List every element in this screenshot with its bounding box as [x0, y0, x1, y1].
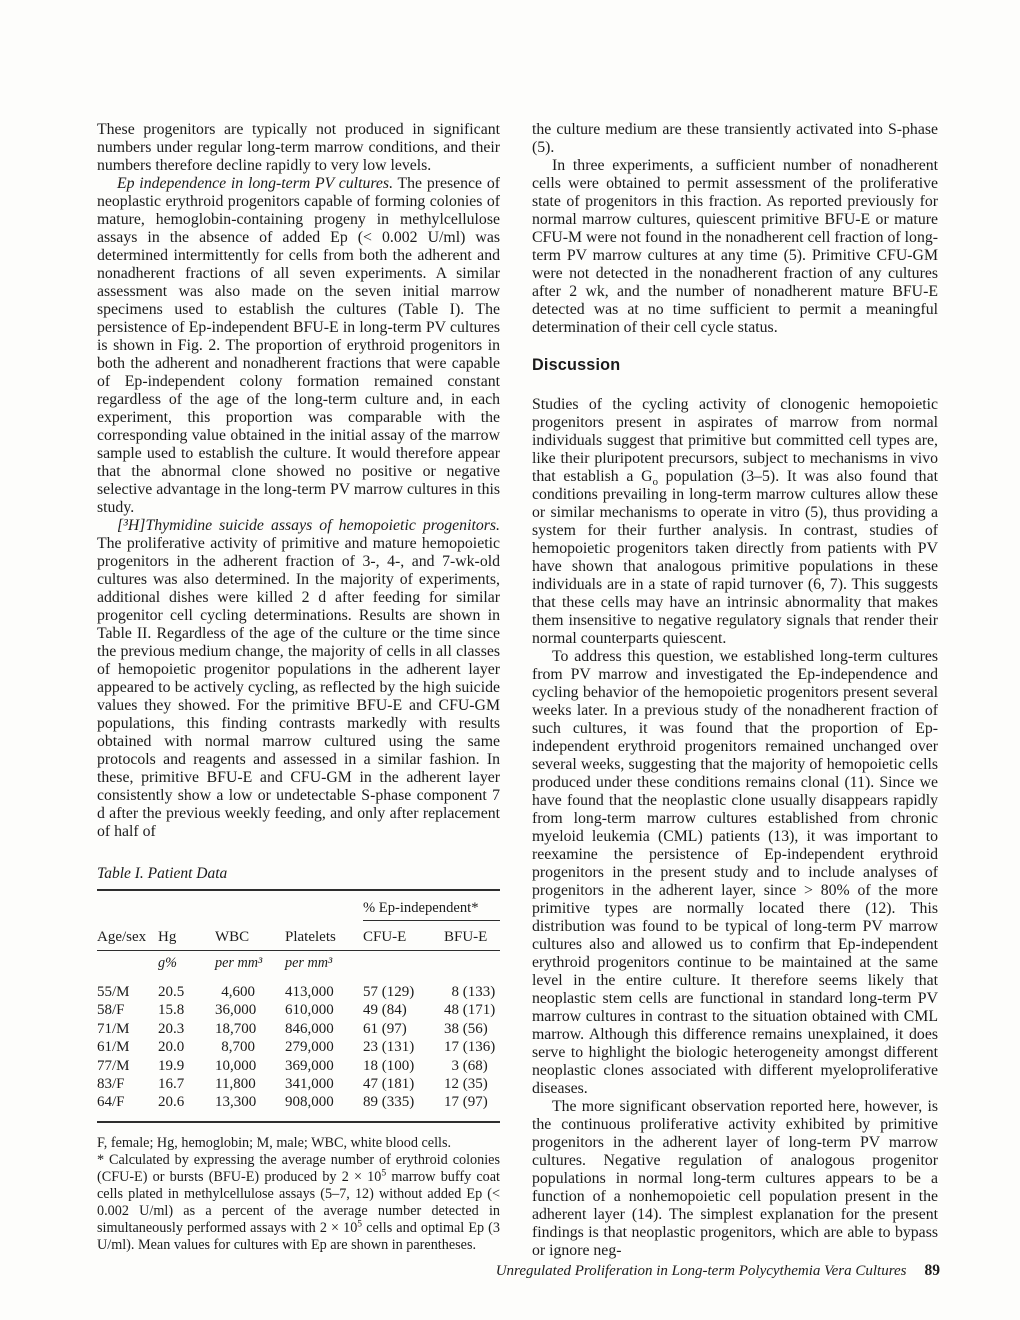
table-cell: 341,000	[285, 1075, 334, 1092]
table-header-row	[97, 921, 500, 951]
table-rules	[97, 889, 500, 1123]
text-run: To address this question, we established long-term cultures from PV marrow and investigated the Ep-independence and cycling behavior of the hemopoietic progenitors present several weeks later. In a previous study of the nonadherent fraction of such cultures, it was found that the proportion of Ep-independent erythroid progenitors remained unchanged over several weeks, suggesting that the majority of hemopoietic cells produced under these conditions remains clonal (11). Since we have found that the neoplastic clone usually disappears rapidly from long-term marrow cultures established from chronic myeloid leukemia (CML) patients (13), it was important to reexamine the persistence of Ep-independent erythroid progenitors in the present study and to include analyses of progenitors in the adherent layer, since > 80% of the more primitive types are normally located there (12). This distribution was found to be typical of long-term PV marrow cultures also and allowed us to confirm that Ep-independent erythroid progenitors continue to be maintained at the same level in the entire culture. It therefore seems likely that neoplastic stem cells are functional in standard long-term PV marrow cultures in contrast to the situation obtained with CML marrow. Although this difference remains unexplained, it does serve to highlight the biologic heterogeneity amongst different neoplastic clones associated with different myeloproliferative diseases.	[532, 648, 938, 1097]
right-column	[532, 121, 938, 1260]
table-cell: 8,700	[221, 1039, 255, 1056]
table-cell: 17 (97)	[444, 1094, 488, 1111]
table-cell: 61 (97)	[363, 1020, 407, 1037]
running-title: Unregulated Proliferation in Long-term Polycythemia Vera Cultures	[495, 1263, 907, 1279]
table-cell: 19.9	[158, 1057, 185, 1074]
paragraph	[97, 1152, 500, 1254]
column-header: Platelets	[285, 921, 363, 951]
right-column-text-bottom	[532, 396, 938, 1260]
unit-cell	[97, 951, 158, 973]
text-run: the culture medium are these transiently activated into S-phase (5).	[532, 121, 938, 156]
unit-cell: g%	[158, 955, 177, 971]
table-cell: 20.5	[158, 984, 185, 1000]
unit-cell	[363, 951, 444, 973]
text-run: Studies of the cycling activity of clonogenic hemopoietic progenitors present in aspirates of marrow from normal individuals suggest that primitive but committed cell types are, like their pluripotent precursors, subject to mechanisms in vivo that establish a G	[532, 396, 938, 485]
table-cell: 48 (171)	[444, 1002, 496, 1019]
text-run: cells and optimal Ep (3 U/ml). Mean values for cultures with Ep are shown in parentheses.	[97, 1220, 500, 1254]
page-number: 89	[924, 1262, 940, 1279]
table-title: Table I. Patient Data	[97, 865, 228, 882]
table-cell: 12 (35)	[444, 1075, 488, 1092]
table-cell: 71/M	[97, 1020, 130, 1037]
text-run: o	[652, 476, 658, 489]
table-cell: 279,000	[285, 1039, 334, 1056]
table-spanner-label: % Ep-independent*	[363, 891, 500, 921]
table-spanner-row	[97, 891, 500, 921]
column-header: BFU-E	[444, 921, 500, 951]
column-header: Age/sex	[97, 921, 158, 951]
paragraph	[532, 1098, 938, 1260]
table-cell: 20.6	[158, 1094, 185, 1111]
table-cell: 4,600	[221, 984, 255, 1000]
table-cell: 13,300	[215, 1094, 257, 1111]
table-cell: 17 (136)	[444, 1039, 496, 1056]
table-units-row	[97, 951, 500, 973]
table-cell: 64/F	[97, 1094, 125, 1111]
table-cell: 36,000	[215, 1002, 257, 1019]
table-cell: 20.0	[158, 1039, 185, 1056]
column-header: Hg	[158, 921, 215, 951]
table-row	[97, 1020, 500, 1038]
table-row	[97, 1075, 500, 1093]
table-cell: 23 (131)	[363, 1039, 415, 1056]
table-cell: 47 (181)	[363, 1075, 415, 1092]
table-cell: 15.8	[158, 1002, 185, 1019]
table-cell: 38 (56)	[444, 1020, 488, 1037]
column-header: CFU-E	[363, 921, 444, 951]
page-footer	[260, 1262, 940, 1280]
text-run: [³H]Thymidine suicide assays of hemopoietic progenitors.	[117, 517, 500, 534]
text-run: * Calculated by expressing the average number of erythroid colonies (CFU-E) or bursts (BFU-E) produced by 2 × 10	[97, 1152, 500, 1186]
text-run: The proliferative activity of primitive and mature hemopoietic progenitors in the adherent fraction of 3-, 4-, and 7-wk-old cultures was also determined. In the majority of experiments, additional dishes were killed 2 d after feeding for similar progenitor cell cycling determinations. Results are shown in Table II. Regardless of the age of the culture or the time since the previous medium change, the majority of cells in all classes of hemopoietic progenitor populations in the adherent layer appeared to be actively cycling, as reflected by the high suicide values they showed. For the primitive BFU-E and CFU-GM populations, this finding contrasts markedly with results obtained with normal marrow cultured using the same protocols and reagents and assessed in a similar fashion. In these, primitive BFU-E and CFU-GM in the adherent layer consistently show a low or undetectable S-phase component 7 d after the previous weekly feeding, and only after replacement of half of	[97, 535, 500, 840]
table-cell: 18 (100)	[363, 1057, 415, 1074]
table-cell: 3 (68)	[444, 1057, 488, 1074]
paragraph	[532, 157, 938, 337]
table-footnotes	[97, 1135, 500, 1254]
table-cell: 610,000	[285, 1002, 334, 1019]
table-cell: 77/M	[97, 1057, 130, 1074]
table-row	[97, 1056, 500, 1074]
table-cell: 57 (129)	[363, 984, 415, 1000]
table-cell: 908,000	[285, 1094, 334, 1111]
table-cell: 20.3	[158, 1020, 185, 1037]
text-run: marrow buffy coat cells plated in methylcellulose assays (5–7, 12) without added Ep (< 0.002 U/ml) as a percent of the average number detected in simultaneously performed assays with 2 × 10	[97, 1169, 500, 1237]
text-run: The more significant observation reported here, however, is the continuous proliferative activity exhibited by primitive progenitors in the adherent layer of long-term PV marrow cultures. Negative regulation of analogous progenitor populations in normal long-term cultures appears to be a function of a nonhemopoietic cell population present in the adherent layer (14). The simplest explanation for the present findings is that neoplastic progenitors, which are able to bypass or ignore neg-	[532, 1098, 938, 1259]
spanner-spacer	[97, 891, 363, 921]
paragraph	[532, 396, 938, 648]
unit-cell: per mm³	[285, 955, 333, 971]
unit-cell: per mm³	[215, 955, 263, 971]
column-header: WBC	[215, 921, 285, 951]
paragraph	[97, 517, 500, 841]
right-column-text-top	[532, 121, 938, 337]
table-cell: 8 (133)	[444, 984, 496, 1000]
left-column-text	[97, 121, 500, 841]
table-cell: 61/M	[97, 1039, 130, 1056]
text-run: In three experiments, a sufficient number of nonadherent cells were obtained to permit assessment of the proliferative state of progenitors in this fraction. As reported previously for normal marrow cultures, quiescent primitive BFU-E or mature CFU-M were not found in the nonadherent cell fraction of long-term PV marrow cultures at any time (5). Primitive CFU-GM were not detected in the nonadherent fraction of any cultures after 2 wk, and the number of nonadherent mature BFU-E detected was at no time sufficient to permit a meaningful determination of their cell cycle status.	[532, 157, 938, 336]
text-run: 5	[381, 1167, 387, 1179]
table-block	[97, 865, 500, 1254]
table-cell: 89 (335)	[363, 1094, 415, 1111]
paragraph	[97, 1135, 500, 1152]
table-cell: 55/M	[97, 984, 130, 1000]
table-cell: 11,800	[215, 1075, 256, 1092]
paragraph	[532, 121, 938, 157]
text-run: These progenitors are typically not produced in significant numbers under regular long-term marrow conditions, and their numbers therefore decline rapidly to very low levels.	[97, 121, 500, 174]
text-run: The presence of neoplastic erythroid progenitors capable of forming colonies of mature, hemoglobin-containing progeny in methylcellulose assays in the absence of added Ep (< 0.002 U/ml) was determined intermittently for cells from both the adherent and nonadherent fractions of all seven experiments. A similar assessment was also made on the seven initial marrow specimens used to establish the cultures (Table I). The persistence of Ep-independent BFU-E in long-term PV cultures is shown in Fig. 2. The proportion of erythroid progenitors in both the adherent and nonadherent fractions that were capable of Ep-independent colony formation remained constant regardless of the age of the long-term culture and, in each experiment, this proportion was comparable with the corresponding value obtained in the initial assay of the marrow sample used to establish the culture. It would therefore appear that the abnormal clone showed no positive or negative selective advantage in the long-term PV marrow cultures in this study.	[97, 175, 500, 516]
table-row	[97, 1038, 500, 1056]
table-row	[97, 1001, 500, 1019]
table-cell: 413,000	[285, 984, 334, 1000]
table-cell: 18,700	[215, 1020, 257, 1037]
table-cell: 10,000	[215, 1057, 257, 1074]
discussion-heading: Discussion	[532, 356, 621, 374]
text-run: F, female; Hg, hemoglobin; M, male; WBC, white blood cells.	[97, 1135, 452, 1152]
paragraph	[97, 175, 500, 517]
table-row	[97, 972, 500, 1001]
text-run: 5	[357, 1218, 363, 1230]
table-cell: 83/F	[97, 1075, 125, 1092]
paragraph	[532, 648, 938, 1098]
table-cell: 846,000	[285, 1020, 334, 1037]
table-row	[97, 1093, 500, 1121]
patient-data-table	[97, 891, 500, 1121]
paragraph	[97, 121, 500, 175]
text-run: population (3–5). It was also found that conditions prevailing in long-term marrow cultures allow these or similar mechanisms to operate in vitro (5), thus providing a system for their further analysis. In contrast, studies of hemopoietic progenitors taken directly from patients with PV have shown that analogous primitive populations in these individuals are in a state of rapid turnover (6, 7). This suggests that these cells may have an intrinsic abnormality that makes them insensitive to negative regulatory signals that render their normal counterparts quiescent.	[532, 468, 938, 647]
table-cell: 49 (84)	[363, 1002, 407, 1019]
table-cell: 16.7	[158, 1075, 185, 1092]
text-run: Ep independence in long-term PV cultures.	[117, 175, 394, 192]
unit-cell	[444, 951, 500, 973]
table-cell: 58/F	[97, 1002, 125, 1019]
table-cell: 369,000	[285, 1057, 334, 1074]
